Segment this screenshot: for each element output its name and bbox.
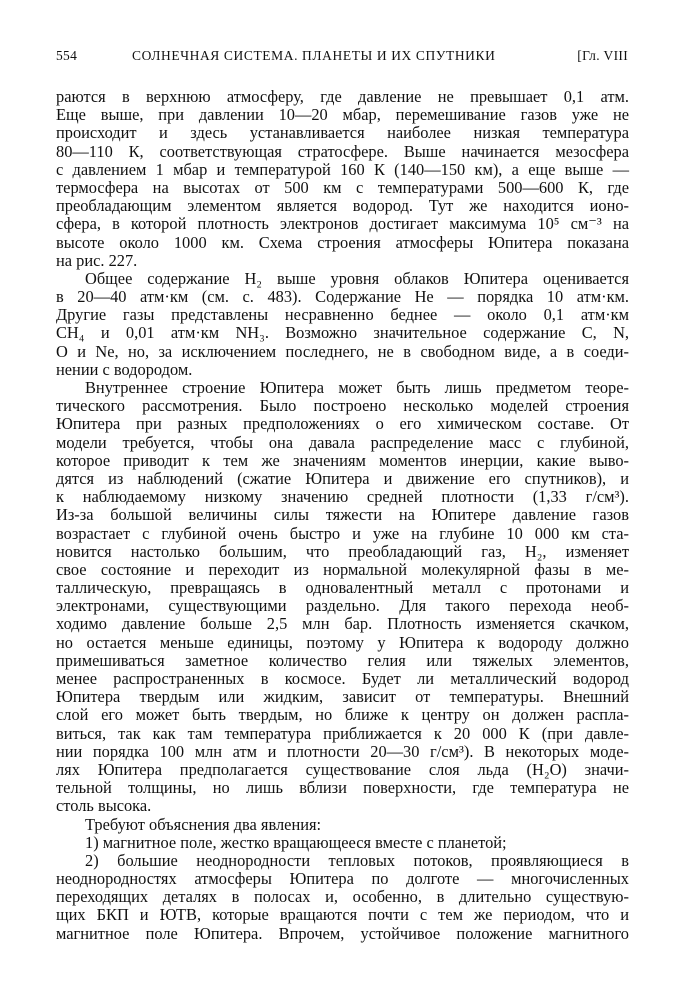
page-number: 554 — [56, 48, 78, 63]
text-line: нии порядка 100 млн атм и плотности 20—30 г/см³). В некоторых моде- — [56, 741, 629, 761]
text-line: O и Ne, но, за исключением последнего, не в свободном виде, а в соеди- — [56, 341, 629, 361]
text-line: CH₄ и 0,01 атм·км NH₃. Возможно значительное содержание C, N, — [56, 323, 629, 343]
text-line: тельной толщины, но лишь вблизи поверхности, где температура не — [56, 778, 629, 798]
text-line: виться, так как там температура приближается к 20 000 К (при давле- — [56, 723, 629, 743]
text-line: Из-за большой величины силы тяжести на Юпитере давление газов — [56, 505, 629, 525]
text-line: модели требуется, чтобы она давала распределение масс с глубиной, — [56, 432, 629, 452]
text-line: Требуют объяснения два явления: — [85, 814, 322, 834]
running-title: СОЛНЕЧНАЯ СИСТЕМА. ПЛАНЕТЫ И ИХ СПУТНИКИ — [132, 48, 496, 63]
text-line: таллическую, превращаясь в одновалентный металл с протонами и — [56, 578, 629, 598]
text-line: сфера, в которой плотность электронов достигает максимума 10⁵ см⁻³ на — [56, 214, 629, 234]
text-line: электронами, существующими раздельно. Для такого перехода необ- — [56, 596, 629, 616]
text-line: слой его может быть твердым, но ближе к центру он должен распла- — [56, 705, 629, 725]
text-line: лях Юпитера предполагается существование слоя льда (H₂O) значи- — [56, 759, 629, 779]
text-line: в 20—40 атм·км (см. с. 483). Содержание He — порядка 10 атм·км. — [56, 287, 629, 307]
text-line: столь высока. — [56, 796, 152, 816]
chapter-label: [Гл. VIII — [577, 48, 628, 63]
text-line: свое состояние и переходит из нормальной молекулярной фазы в ме- — [56, 559, 629, 579]
text-line: высоте около 1000 км. Схема строения атмосферы Юпитера показана — [56, 232, 629, 252]
text-line: возрастает с глубиной очень быстро и уже на глубине 10 000 км ста- — [56, 523, 629, 543]
text-line: Общее содержание H₂ выше уровня облаков Юпитера оценивается — [85, 268, 629, 288]
body-text — [56, 88, 629, 943]
text-line: Юпитера твердым или жидким, зависит от температуры. Внешний — [56, 687, 629, 707]
text-line: раются в верхнюю атмосферу, где давление не превышает 0,1 атм. — [56, 87, 629, 106]
text-line: 80—110 К, соответствующая стратосфере. Выше начинается мезосфера — [56, 141, 629, 161]
text-line: неоднородностях атмосферы Юпитера по долготе — многочисленных — [56, 869, 629, 889]
text-line: на рис. 227. — [56, 250, 138, 270]
running-head — [56, 48, 628, 68]
text-line: дятся из наблюдений (сжатие Юпитера и движение его спутников), и — [56, 468, 629, 488]
text-line: Юпитера при разных предположениях о его химическом составе. От — [56, 414, 629, 434]
text-line: переходящих деталях в полосах и, особенно, в длительно существую- — [56, 887, 629, 907]
text-line: ходимо давление больше 2,5 млн бар. Плотность изменяется скачком, — [56, 614, 629, 634]
text-line: щих БКП и ЮТВ, которые вращаются почти с тем же периодом, что и — [56, 905, 629, 925]
text-line: но остается меньше единицы, поэтому у Юпитера к водороду должно — [56, 632, 629, 652]
text-line: тического рассмотрения. Было построено несколько моделей строения — [56, 396, 629, 416]
text-line: Еще выше, при давлении 10—20 мбар, перемешивание газов уже не — [56, 105, 629, 125]
text-line: 1) магнитное поле, жестко вращающееся вместе с планетой; — [85, 832, 507, 852]
text-line: Другие газы представлены несравненно беднее — около 0,1 атм·км — [56, 305, 629, 325]
text-line: термосфера на высотах от 500 км с температурами 500—600 К, где — [56, 177, 629, 197]
text-line: новится настолько большим, что преобладающий газ, H₂, изменяет — [56, 541, 629, 561]
text-line: преобладающим элементом является водород. Тут же находится ионо- — [56, 196, 629, 216]
text-line: которое приводит к тем же значениям моментов инерции, какие выво- — [56, 450, 629, 470]
text-line: Внутреннее строение Юпитера может быть лишь предметом теоре- — [85, 378, 629, 397]
text-line: 2) большие неоднородности тепловых потоков, проявляющиеся в — [85, 850, 629, 870]
text-line: нении с водородом. — [56, 359, 193, 379]
text-line: с давлением 1 мбар и температурой 160 К (140—150 км), а еще выше — — [56, 159, 629, 179]
text-line: к наблюдаемому низкому значению средней плотности (1,33 г/см³). — [56, 487, 629, 507]
text-line: менее распространенных в космосе. Будет ли металлический водород — [56, 669, 629, 688]
text-line: магнитное поле Юпитера. Впрочем, устойчивое положение магнитного — [56, 923, 629, 943]
text-line: примешиваться заметное количество гелия или тяжелых элементов, — [56, 650, 629, 670]
text-line: происходит и здесь устанавливается наиболее низкая температура — [56, 123, 629, 143]
